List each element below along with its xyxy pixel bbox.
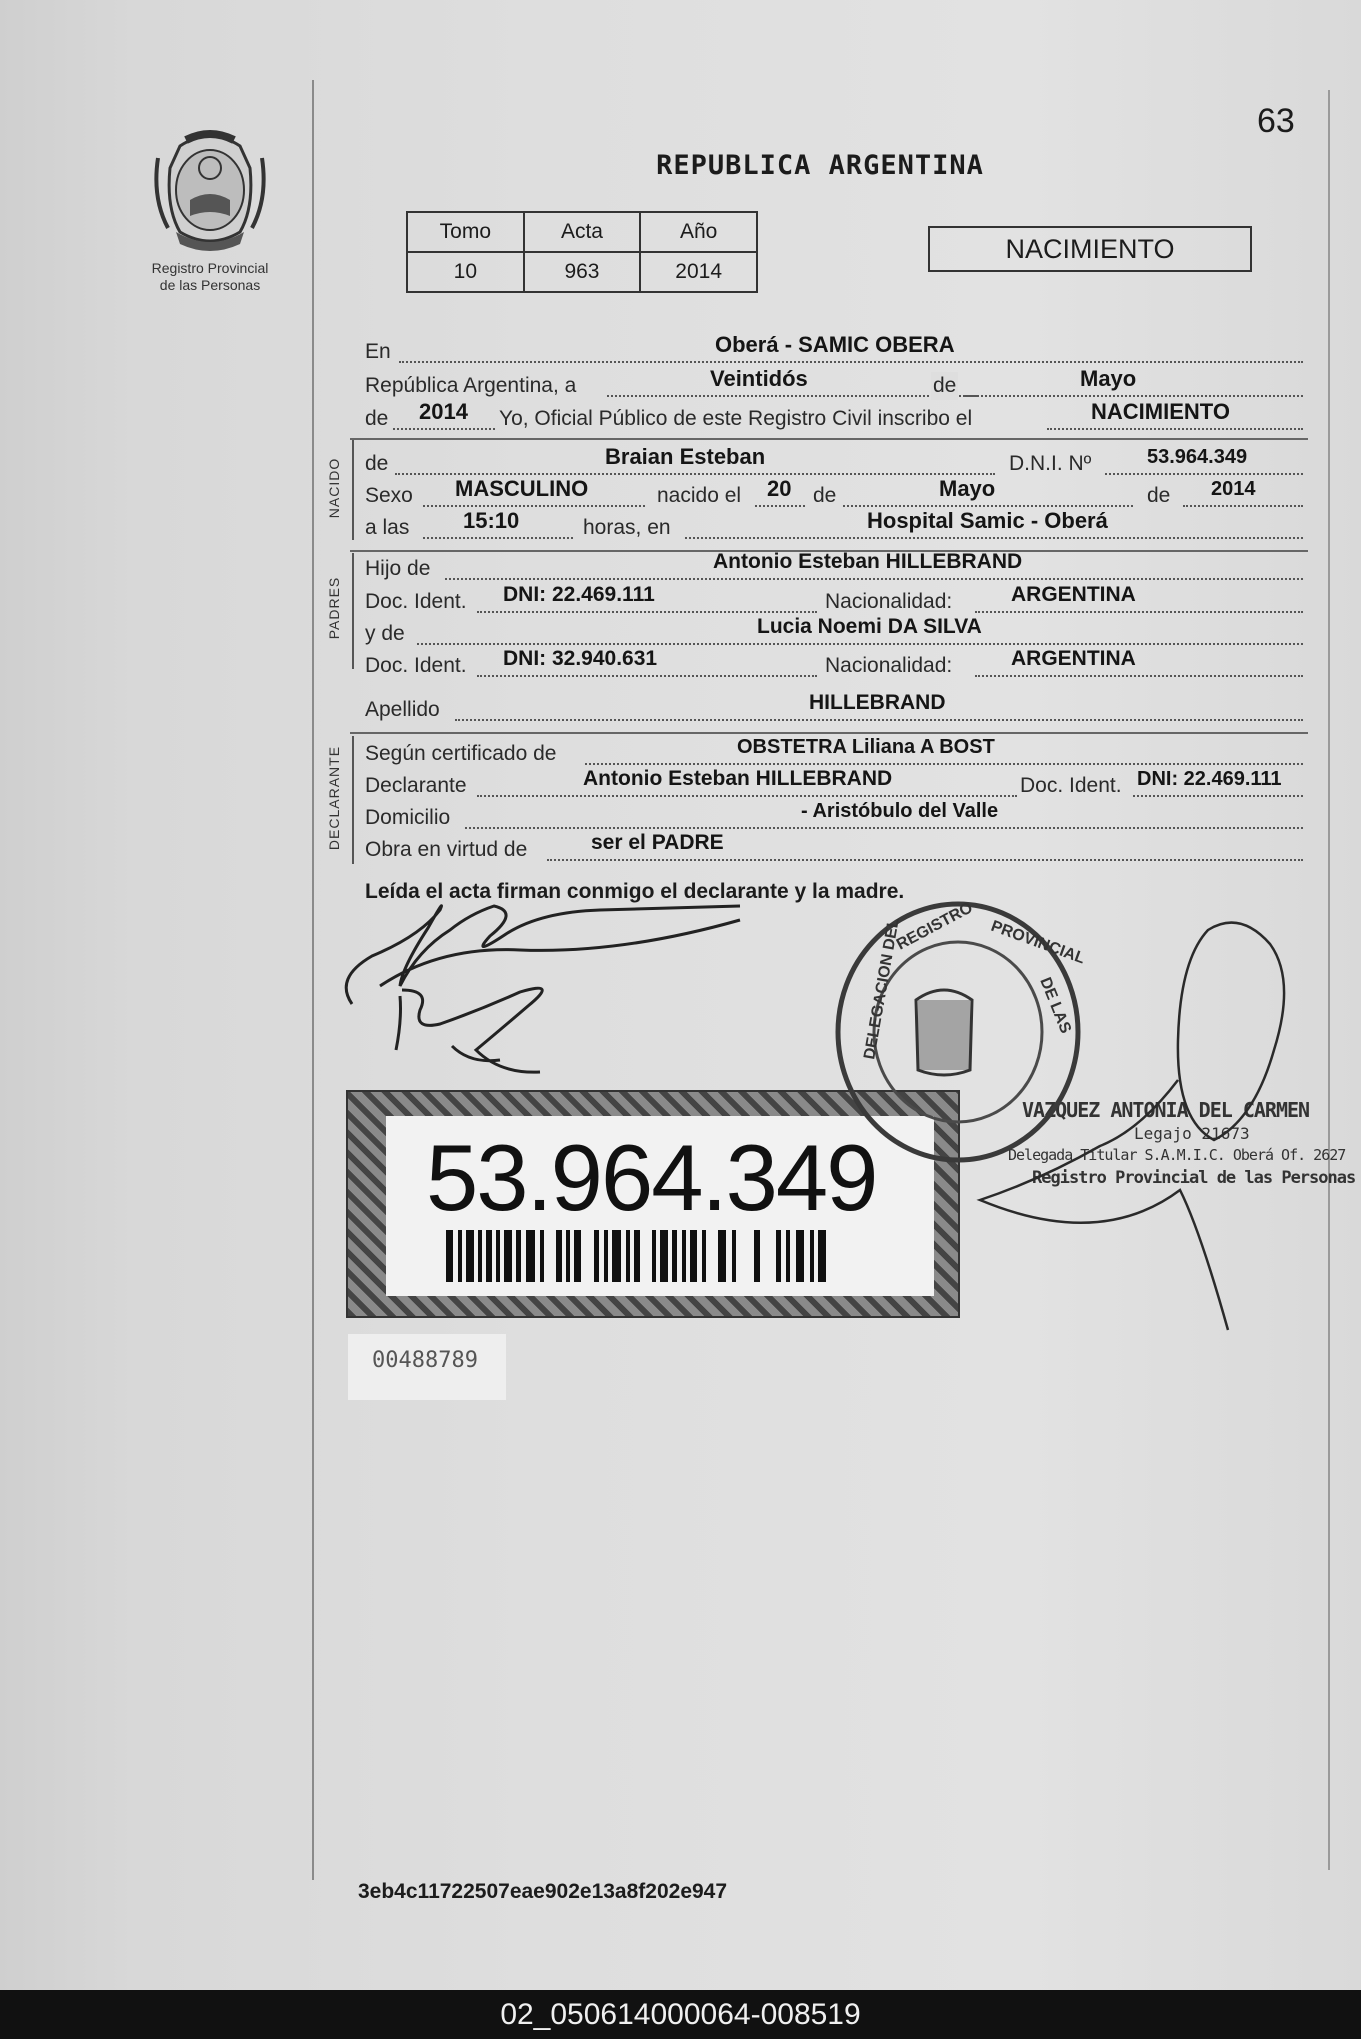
year-value: 2014 [419, 399, 468, 424]
row-certificado [365, 736, 1305, 768]
label-dni-number: 53.964.349 [426, 1125, 877, 1230]
en-label: En [365, 340, 391, 363]
declarante-doc-label: Doc. Ident. [1020, 774, 1122, 797]
official-registry: Registro Provincial de las Personas [1032, 1168, 1356, 1188]
anio-header: Año [640, 212, 757, 252]
book-reference-table [406, 211, 758, 293]
barcode-label-inner [386, 1116, 934, 1296]
row-place [365, 332, 1305, 366]
birth-de-label-2: de [1147, 484, 1171, 507]
obra-value: ser el PADRE [591, 831, 724, 854]
row-nacido-name [365, 444, 1305, 478]
document-title: REPUBLICA ARGENTINA [656, 150, 984, 181]
row-mother-doc [365, 647, 1305, 680]
official-name: VAZQUEZ ANTONIA DEL CARMEN [1022, 1098, 1310, 1122]
hijo-label: Hijo de [365, 557, 431, 580]
mother-doc-value: DNI: 32.940.631 [503, 647, 658, 670]
cert-value: OBSTETRA Liliana A BOST [737, 736, 995, 758]
right-margin-line [1328, 90, 1330, 1870]
official-role: Delegada Titular S.A.M.I.C. Oberá Of. 2627 [1008, 1146, 1346, 1164]
day-words-value: Veintidós [710, 366, 808, 391]
barcode-icon [446, 1230, 826, 1282]
scan-footer: 02_050614000064-008519 [0, 1990, 1361, 2039]
act-type-box: NACIMIENTO [928, 226, 1252, 272]
obra-label: Obra en virtud de [365, 838, 528, 861]
row-nacido-birth [365, 476, 1305, 510]
batch-number: 00488789 [348, 1334, 506, 1400]
closing-statement: Leída el acta firman conmigo el declarante y la madre. [365, 880, 905, 903]
tomo-value: 10 [407, 252, 524, 292]
row-obra [365, 831, 1305, 864]
mother-signature-icon [396, 988, 542, 1072]
de-label: de [931, 372, 958, 400]
declarante-doc-value: DNI: 22.469.111 [1137, 768, 1282, 790]
dni-label: D.N.I. Nº [1009, 452, 1092, 475]
mother-value: Lucia Noemi DA SILVA [757, 615, 982, 638]
declarante-value: Antonio Esteban HILLEBRAND [583, 767, 893, 790]
mother-doc-label: Doc. Ident. [365, 654, 467, 677]
row-apellido [365, 691, 1305, 724]
misiones-seal-icon [150, 128, 270, 254]
tomo-header: Tomo [407, 212, 524, 252]
row-mother [365, 615, 1305, 648]
document-hash: 3eb4c11722507eae902e13a8f202e947 [358, 1880, 728, 1903]
father-value: Antonio Esteban HILLEBRAND [713, 550, 1023, 573]
svg-text:PROVINCIAL: PROVINCIAL [988, 917, 1088, 968]
row-father [365, 550, 1305, 583]
cert-label: Según certificado de [365, 742, 557, 765]
dni-value: 53.964.349 [1147, 446, 1248, 468]
month-value: Mayo [1080, 366, 1137, 391]
birth-place-value: Hospital Samic - Oberá [867, 508, 1108, 533]
domicilio-value: - Aristóbulo del Valle [801, 800, 999, 822]
page-number: 63 [1257, 102, 1295, 140]
mother-nat-value: ARGENTINA [1011, 647, 1136, 670]
section-padres-label: PADRES [326, 576, 342, 640]
sexo-label: Sexo [365, 484, 413, 507]
sexo-value: MASCULINO [455, 476, 589, 501]
row-father-doc [365, 583, 1305, 616]
official-legajo: Legajo 21673 [1134, 1124, 1250, 1143]
birth-day-value: 20 [767, 476, 792, 501]
left-margin-line [312, 80, 314, 1880]
anio-value: 2014 [640, 252, 757, 292]
dni-barcode-label [346, 1090, 960, 1318]
birth-month-value: Mayo [939, 476, 996, 501]
nacido-el-label: nacido el [657, 484, 742, 507]
nacido-de-label: de [365, 452, 389, 475]
acta-header: Acta [524, 212, 641, 252]
row-domicilio [365, 800, 1305, 832]
mother-nat-label: Nacionalidad: [825, 654, 953, 677]
row-inscription [365, 399, 1305, 433]
section-nacido-label: NACIDO [326, 457, 342, 519]
section-declarante-label: DECLARANTE [326, 745, 342, 851]
y-de-label: y de [365, 622, 405, 645]
registry-name: Registro Provincial de las Personas [151, 260, 269, 293]
father-nat-label: Nacionalidad: [825, 590, 953, 613]
nacido-name-value: Braian Esteban [605, 444, 766, 469]
svg-text:DE LAS: DE LAS [1036, 975, 1075, 1036]
row-declarante [365, 767, 1305, 800]
republic-label: República Argentina, a [365, 374, 577, 397]
domicilio-label: Domicilio [365, 806, 451, 829]
father-doc-value: DNI: 22.469.111 [503, 583, 655, 606]
hour-value: 15:10 [463, 508, 520, 533]
declarant-signature-icon [346, 906, 740, 1004]
horas-label: horas, en [583, 516, 671, 539]
apellido-label: Apellido [365, 698, 440, 721]
declarante-label: Declarante [365, 774, 467, 797]
acta-value: 963 [524, 252, 641, 292]
father-doc-label: Doc. Ident. [365, 590, 467, 613]
birth-year-value: 2014 [1211, 478, 1256, 500]
father-nat-value: ARGENTINA [1011, 583, 1136, 606]
act-value: NACIMIENTO [1091, 399, 1230, 424]
svg-text:REGISTRO: REGISTRO [893, 899, 976, 954]
row-nacido-hour [365, 508, 1305, 542]
apellido-value: HILLEBRAND [809, 691, 946, 714]
birth-de-label: de [813, 484, 837, 507]
registry-logo [130, 128, 290, 294]
inscribo-label: Yo, Oficial Público de este Registro Civil inscribo el [499, 407, 973, 430]
row-date [365, 366, 1305, 400]
place-value: Oberá - SAMIC OBERA [715, 332, 955, 357]
year-label: de [365, 407, 389, 430]
svg-text:DELEGACION DEL: DELEGACION DEL [861, 916, 903, 1061]
hour-label: a las [365, 516, 410, 539]
